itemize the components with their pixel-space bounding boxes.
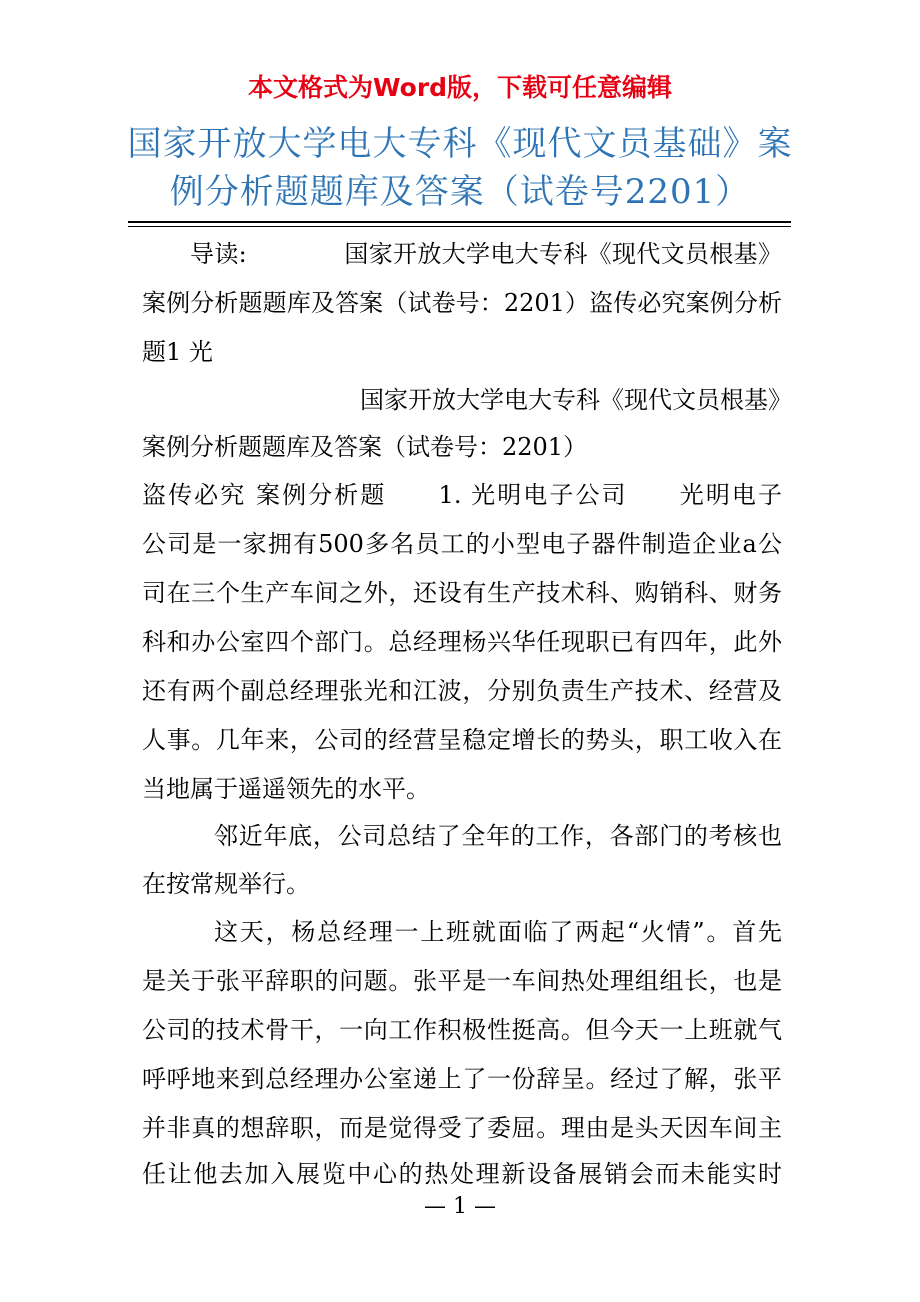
body-line: 是关于张平辞职的问题。张平是一车间热处理组组长，也是 — [142, 967, 782, 995]
body-line: 公司的技术骨干，一向工作积极性挺高。但今天一上班就气 — [142, 1016, 782, 1044]
body-line: 案例分析题题库及答案（试卷号：2201）盗传必究案例分析 — [142, 289, 782, 317]
body-line: 并非真的想辞职，而是觉得受了委屈。理由是头天因车间主 — [142, 1114, 782, 1142]
body-line: 盗传必究 案例分析题 1. 光明电子公司 光明电子 — [142, 481, 782, 509]
body-line: 这天，杨总经理一上班就面临了两起“火情”。首先 — [214, 918, 782, 946]
body-line: 导读: 国家开放大学电大专科《现代文员根基》 — [190, 240, 782, 268]
body-line: 司在三个生产车间之外，还设有生产技术科、购销科、财务 — [142, 579, 782, 607]
body-line: 邻近年底，公司总结了全年的工作，各部门的考核也 — [214, 822, 782, 850]
body-line: 任让他去加入展览中心的热处理新设备展销会而未能实时 — [142, 1160, 782, 1188]
body-line: 人事。几年来，公司的经营呈稳定增长的势头，职工收入在 — [142, 726, 782, 754]
title-rule-thin — [128, 226, 791, 227]
body-line: 当地属于遥遥领先的水平。 — [142, 775, 430, 803]
title-rule-thick — [128, 221, 791, 223]
body-line: 还有两个副总经理张光和江波，分别负责生产技术、经营及 — [142, 677, 782, 705]
body-line: 呼呼地来到总经理办公室递上了一份辞呈。经过了解，张平 — [142, 1065, 782, 1093]
page-number: — 1 — — [424, 1194, 496, 1219]
body-line: 科和办公室四个部门。总经理杨兴华任现职已有四年，此外 — [142, 628, 782, 656]
format-notice: 本文格式为Word版，下载可任意编辑 — [247, 73, 673, 102]
body-line: 国家开放大学电大专科《现代文员根基》 — [360, 386, 792, 414]
body-line: 题1 光 — [142, 338, 213, 366]
title-line-1: 国家开放大学电大专科《现代文员基础》案 — [127, 124, 793, 164]
body-line: 在按常规举行。 — [142, 870, 310, 898]
body-line: 案例分析题题库及答案（试卷号：2201） — [142, 433, 588, 461]
title-line-2: 例分析题题库及答案（试卷号2201） — [169, 172, 751, 212]
document-title — [100, 120, 820, 216]
body-line: 公司是一家拥有500多名员工的小型电子器件制造企业a公 — [142, 530, 782, 558]
